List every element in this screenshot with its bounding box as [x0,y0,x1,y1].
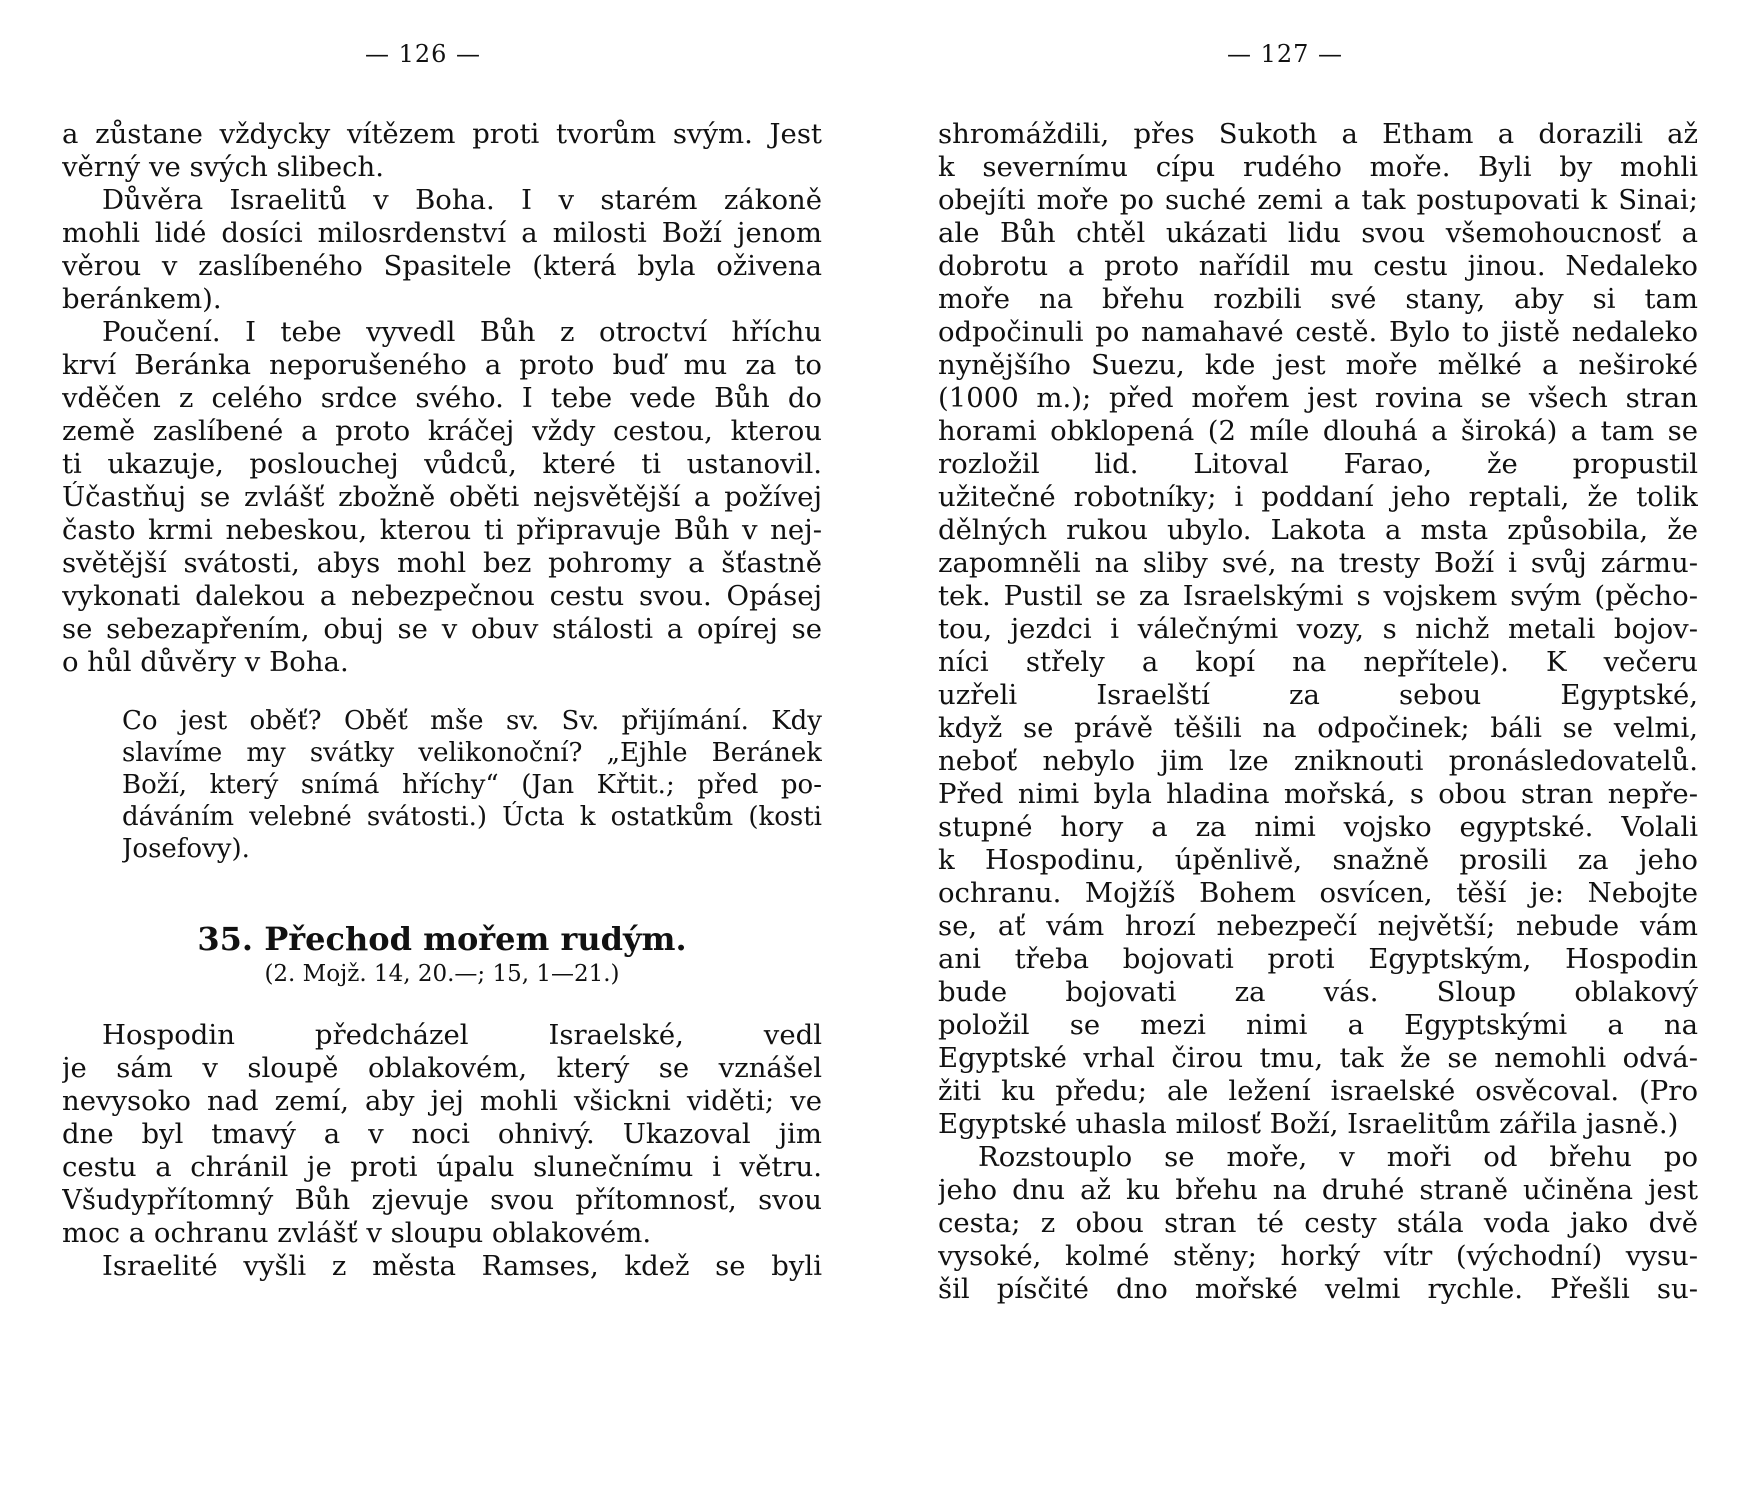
text-line: dne byl tmavý a v noci ohnivý. Ukazoval jim [62,1118,822,1150]
text-line: věrný ve svých slibech. [62,151,384,183]
text-line: Rozstouplo se moře, v moři od břehu po [978,1141,1698,1173]
text-line: uzřeli Israelští za sebou Egyptské, [938,679,1698,711]
text-line: země zaslíbené a proto kráčej vždy cestou, kterou [62,415,822,447]
paragraph [62,184,822,316]
text-line: nevysoko nad zemí, aby jej mohli všickni viděti; ve [62,1085,822,1117]
text-line: dáváním velebné svátosti.) Úcta k ostatkům (kosti [122,802,822,832]
text-line: Účastňuj se zvlášť zbožně oběti nejsvětější a požívej [62,481,822,513]
right-page-body [938,118,1698,1306]
text-line: žiti ku předu; ale ležení israelské osvěcoval. (Pro [938,1075,1698,1107]
section-reference: (2. Mojž. 14, 20.—; 15, 1—21.) [264,961,620,987]
text-line: šil písčité dno mořské velmi rychle. Přešli su- [938,1273,1698,1305]
text-line: Israelité vyšli z města Ramses, kdež se byli [102,1250,822,1282]
text-line: cestu a chránil je proti úpalu slunečnímu i větru. [62,1151,822,1183]
text-line: stupné hory a za nimi vojsko egyptské. Volali [938,811,1698,843]
paragraph [62,1019,822,1250]
text-line: ochranu. Mojžíš Bohem osvícen, těší je: Nebojte [938,877,1698,909]
text-line: vděčen z celého srdce svého. I tebe vede Bůh do [62,382,822,414]
text-line: bude bojovati za vás. Sloup oblakový [938,976,1698,1008]
text-line: tou, jezdci i válečnými vozy, s nichž metali bojov- [938,613,1698,645]
paragraph [938,118,1698,1141]
text-line: krví Beránka neporušeného a proto buď mu za to [62,349,822,381]
text-line: Před nimi byla hladina mořská, s obou stran nepře- [938,778,1698,810]
text-line: obejíti moře po suché zemi a tak postupovati k Sinai; [938,184,1698,216]
text-line: cesta; z obou stran té cesty stála voda jako dvě [938,1207,1698,1239]
text-line: tek. Pustil se za Israelskými s vojskem svým (pěcho- [938,580,1698,612]
text-line: shromáždili, přes Sukoth a Etham a dorazili až [938,118,1698,150]
text-line: beránkem). [62,283,222,315]
text-line: Poučení. I tebe vyvedl Bůh z otroctví hříchu [102,316,822,348]
text-line: Egyptské uhasla milosť Boží, Israelitům zářila jasně.) [938,1108,1679,1140]
text-line: se sebezapřením, obuj se v obuv stálosti a opírej se [62,613,822,645]
text-line: ti ukazuje, poslouchej vůdců, které ti ustanovil. [62,448,822,480]
text-line: horami obklopená (2 míle dlouhá a široká) a tam se [938,415,1698,447]
paragraph [62,1250,822,1283]
text-line: Důvěra Israelitů v Boha. I v starém zákoně [102,184,822,216]
text-line: rozložil lid. Litoval Farao, že propustil [938,448,1698,480]
paragraph [938,1141,1698,1306]
text-line: Boží, který snímá hříchy“ (Jan Křtit.; před po- [122,770,822,800]
text-line: se, ať vám hrozí nebezpečí největší; nebude vám [938,910,1698,942]
text-line: a zůstane vždycky vítězem proti tvorům svým. Jest [62,118,822,150]
text-line: ani třeba bojovati proti Egyptským, Hospodin [938,943,1698,975]
text-line: dělných rukou ubylo. Lakota a msta způsobila, že [938,514,1698,546]
text-line: jeho dnu až ku břehu na druhé straně učiněna jest [938,1174,1698,1206]
section-heading: 35. Přechod mořem rudým. [197,920,687,958]
text-line: když se právě těšili na odpočinek; báli se velmi, [938,712,1698,744]
text-line: neboť nebylo jim lze zniknouti pronásledovatelů. [938,745,1698,777]
text-line: vysoké, kolmé stěny; horký vítr (východní) vysu- [938,1240,1698,1272]
text-line: k severnímu cípu rudého moře. Byli by mohli [938,151,1698,183]
paragraph [62,316,822,679]
left-page-body [62,118,822,1283]
page-number-left: — 126 — [364,40,482,68]
text-line: vykonati dalekou a nebezpečnou cestu svou. Opásej [62,580,822,612]
text-line: slavíme my svátky velikonoční? „Ejhle Beránek [122,738,822,768]
paragraph [62,118,822,184]
text-line: Egyptské vrhal čirou tmu, tak že se nemohli odvá- [938,1042,1698,1074]
text-line: dobrotu a proto nařídil mu cestu jinou. Nedaleko [938,250,1698,282]
text-line: užitečné robotníky; i poddaní jeho reptali, že tolik [938,481,1698,513]
text-line: odpočinuli po namahavé cestě. Bylo to jistě nedaleko [938,316,1698,348]
text-line: světější svátosti, abys mohl bez pohromy a šťastně [62,547,822,579]
text-line: moře na břehu rozbili své stany, aby si tam [938,283,1698,315]
text-line: (1000 m.); před mořem jest rovina se všech stran [938,382,1698,414]
page-number-right: — 127 — [1226,40,1344,68]
text-line: zapomněli na sliby své, na tresty Boží i svůj zármu- [938,547,1698,579]
text-line: je sám v sloupě oblakovém, který se vznášel [62,1052,822,1084]
text-line: položil se mezi nimi a Egyptskými a na [938,1009,1698,1041]
text-line: Co jest oběť? Oběť mše sv. Sv. přijímání. Kdy [122,706,822,736]
text-line: Hospodin předcházel Israelské, vedl [102,1019,822,1051]
text-line: ale Bůh chtěl ukázati lidu svou všemohoucnosť a [938,217,1698,249]
text-line: Všudypřítomný Bůh zjevuje svou přítomnosť, svou [62,1184,822,1216]
text-line: níci střely a kopí na nepřítele). K večeru [938,646,1698,678]
text-line: mohli lidé dosíci milosrdenství a milosti Boží jenom [62,217,822,249]
text-line: Josefovy). [122,834,250,864]
text-line: o hůl důvěry v Boha. [62,646,349,678]
text-line: často krmi nebeskou, kterou ti připravuje Bůh v nej- [62,514,822,546]
text-line: věrou v zaslíbeného Spasitele (která byla oživena [62,250,822,282]
review-questions [62,705,822,865]
text-line: moc a ochranu zvlášť v sloupu oblakovém. [62,1217,652,1249]
text-line: nynějšího Suezu, kde jest moře mělké a neširoké [938,349,1698,381]
text-line: k Hospodinu, úpěnlivě, snažně prosili za jeho [938,844,1698,876]
